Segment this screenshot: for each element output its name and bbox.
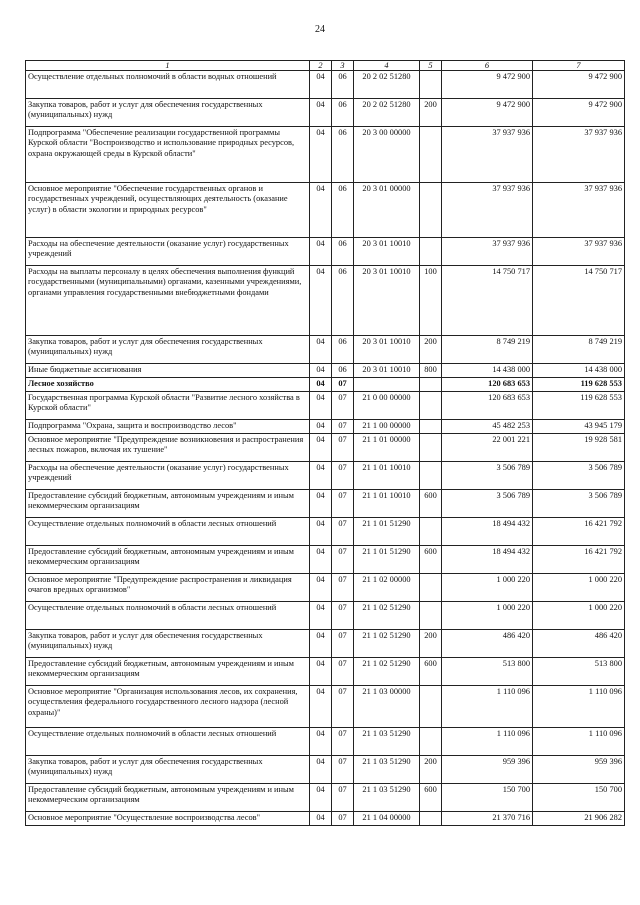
- header-col-7: 7: [533, 61, 625, 71]
- row-name-cell: Предоставление субсидий бюджетным, автономным учреждениям и иным некоммерческим организациям: [26, 784, 310, 812]
- row-pr-cell: 07: [332, 518, 354, 546]
- table-row: [26, 756, 625, 784]
- row-pr-cell: 07: [332, 630, 354, 658]
- row-pr-cell: 07: [332, 392, 354, 420]
- row-amount-1-cell: 9 472 900: [442, 71, 533, 99]
- row-vr-cell: [420, 420, 442, 434]
- row-amount-2-cell: 3 506 789: [533, 462, 625, 490]
- row-csr-cell: 21 1 03 51290: [354, 728, 420, 756]
- row-csr-cell: 21 1 01 00000: [354, 434, 420, 462]
- row-name-cell: Осуществление отдельных полномочий в области лесных отношений: [26, 728, 310, 756]
- row-pr-cell: 07: [332, 686, 354, 728]
- row-amount-2-cell: 9 472 900: [533, 71, 625, 99]
- row-rz-cell: 04: [310, 602, 332, 630]
- row-amount-2-cell: 119 628 553: [533, 378, 625, 392]
- row-pr-cell: 07: [332, 490, 354, 518]
- row-csr-cell: 21 1 01 10010: [354, 490, 420, 518]
- row-csr-cell: 21 1 03 00000: [354, 686, 420, 728]
- row-rz-cell: 04: [310, 99, 332, 127]
- row-amount-1-cell: 14 438 000: [442, 364, 533, 378]
- row-amount-2-cell: 150 700: [533, 784, 625, 812]
- row-name-cell: Закупка товаров, работ и услуг для обеспечения государственных (муниципальных) нужд: [26, 630, 310, 658]
- row-amount-1-cell: 120 683 653: [442, 392, 533, 420]
- table-row: [26, 71, 625, 99]
- row-pr-cell: 07: [332, 462, 354, 490]
- table-row: [26, 518, 625, 546]
- row-amount-2-cell: 1 000 220: [533, 602, 625, 630]
- row-pr-cell: 07: [332, 812, 354, 826]
- row-amount-2-cell: 14 438 000: [533, 364, 625, 378]
- row-pr-cell: 06: [332, 71, 354, 99]
- row-vr-cell: [420, 518, 442, 546]
- row-amount-1-cell: 1 000 220: [442, 574, 533, 602]
- row-rz-cell: 04: [310, 238, 332, 266]
- row-vr-cell: 800: [420, 364, 442, 378]
- table-row: [26, 434, 625, 462]
- row-amount-1-cell: 3 506 789: [442, 462, 533, 490]
- row-amount-2-cell: 14 750 717: [533, 266, 625, 336]
- row-rz-cell: 04: [310, 434, 332, 462]
- row-name-cell: Основное мероприятие "Организация использования лесов, их сохранения, осуществления федерального государственного лесного надзора (лесной охраны)": [26, 686, 310, 728]
- row-pr-cell: 07: [332, 784, 354, 812]
- table-row: [26, 99, 625, 127]
- row-amount-1-cell: 150 700: [442, 784, 533, 812]
- row-rz-cell: 04: [310, 183, 332, 238]
- row-name-cell: Осуществление отдельных полномочий в области водных отношений: [26, 71, 310, 99]
- row-amount-2-cell: 43 945 179: [533, 420, 625, 434]
- row-pr-cell: 07: [332, 378, 354, 392]
- row-vr-cell: [420, 574, 442, 602]
- table-row: [26, 812, 625, 826]
- row-vr-cell: 200: [420, 336, 442, 364]
- row-rz-cell: 04: [310, 518, 332, 546]
- table-row: [26, 602, 625, 630]
- row-amount-1-cell: 18 494 432: [442, 518, 533, 546]
- page-number: 24: [315, 24, 325, 35]
- row-vr-cell: [420, 183, 442, 238]
- row-csr-cell: 21 1 02 51290: [354, 658, 420, 686]
- table-row: [26, 266, 625, 336]
- header-col-6: 6: [442, 61, 533, 71]
- row-amount-1-cell: 120 683 653: [442, 378, 533, 392]
- row-amount-1-cell: 9 472 900: [442, 99, 533, 127]
- row-csr-cell: 21 1 02 00000: [354, 574, 420, 602]
- row-amount-2-cell: 119 628 553: [533, 392, 625, 420]
- table-row: [26, 336, 625, 364]
- row-amount-2-cell: 16 421 792: [533, 546, 625, 574]
- table-row: [26, 183, 625, 238]
- row-amount-1-cell: 959 396: [442, 756, 533, 784]
- row-vr-cell: 600: [420, 490, 442, 518]
- row-rz-cell: 04: [310, 784, 332, 812]
- row-name-cell: Лесное хозяйство: [26, 378, 310, 392]
- row-amount-2-cell: 37 937 936: [533, 238, 625, 266]
- row-name-cell: Расходы на обеспечение деятельности (оказание услуг) государственных учреждений: [26, 462, 310, 490]
- row-pr-cell: 07: [332, 602, 354, 630]
- row-rz-cell: 04: [310, 266, 332, 336]
- row-amount-1-cell: 1 110 096: [442, 686, 533, 728]
- row-csr-cell: 20 2 02 51280: [354, 71, 420, 99]
- row-amount-2-cell: 21 906 282: [533, 812, 625, 826]
- row-pr-cell: 06: [332, 336, 354, 364]
- row-amount-2-cell: 3 506 789: [533, 490, 625, 518]
- row-amount-2-cell: 16 421 792: [533, 518, 625, 546]
- row-rz-cell: 04: [310, 462, 332, 490]
- row-csr-cell: 20 2 02 51280: [354, 99, 420, 127]
- table-row: [26, 392, 625, 420]
- row-csr-cell: 21 1 03 51290: [354, 784, 420, 812]
- row-csr-cell: 20 3 01 10010: [354, 238, 420, 266]
- row-vr-cell: 100: [420, 266, 442, 336]
- row-name-cell: Предоставление субсидий бюджетным, автономным учреждениям и иным некоммерческим организациям: [26, 546, 310, 574]
- table-row: [26, 658, 625, 686]
- row-name-cell: Осуществление отдельных полномочий в области лесных отношений: [26, 518, 310, 546]
- row-rz-cell: 04: [310, 812, 332, 826]
- table-row: [26, 630, 625, 658]
- row-pr-cell: 06: [332, 183, 354, 238]
- row-vr-cell: 600: [420, 546, 442, 574]
- row-rz-cell: 04: [310, 574, 332, 602]
- row-amount-2-cell: 513 800: [533, 658, 625, 686]
- row-vr-cell: [420, 812, 442, 826]
- row-amount-2-cell: 486 420: [533, 630, 625, 658]
- row-csr-cell: 21 1 04 00000: [354, 812, 420, 826]
- table-row: [26, 784, 625, 812]
- row-pr-cell: 06: [332, 127, 354, 183]
- row-rz-cell: 04: [310, 364, 332, 378]
- row-rz-cell: 04: [310, 630, 332, 658]
- row-rz-cell: 04: [310, 392, 332, 420]
- header-col-5: 5: [420, 61, 442, 71]
- row-pr-cell: 07: [332, 574, 354, 602]
- row-vr-cell: 600: [420, 784, 442, 812]
- row-name-cell: Закупка товаров, работ и услуг для обеспечения государственных (муниципальных) нужд: [26, 99, 310, 127]
- row-vr-cell: [420, 602, 442, 630]
- table-row: [26, 462, 625, 490]
- row-amount-1-cell: 45 482 253: [442, 420, 533, 434]
- row-pr-cell: 06: [332, 238, 354, 266]
- row-vr-cell: [420, 434, 442, 462]
- row-rz-cell: 04: [310, 686, 332, 728]
- row-csr-cell: 20 3 01 00000: [354, 183, 420, 238]
- row-rz-cell: 04: [310, 336, 332, 364]
- row-rz-cell: 04: [310, 420, 332, 434]
- row-pr-cell: 07: [332, 420, 354, 434]
- row-amount-1-cell: 486 420: [442, 630, 533, 658]
- row-csr-cell: 20 3 01 10010: [354, 266, 420, 336]
- row-rz-cell: 04: [310, 71, 332, 99]
- row-amount-1-cell: 37 937 936: [442, 127, 533, 183]
- row-amount-2-cell: 8 749 219: [533, 336, 625, 364]
- row-amount-2-cell: 1 110 096: [533, 686, 625, 728]
- row-amount-2-cell: 19 928 581: [533, 434, 625, 462]
- table-row: [26, 127, 625, 183]
- row-amount-1-cell: 37 937 936: [442, 238, 533, 266]
- row-csr-cell: 21 1 00 00000: [354, 420, 420, 434]
- row-amount-1-cell: 3 506 789: [442, 490, 533, 518]
- row-rz-cell: 04: [310, 127, 332, 183]
- row-name-cell: Осуществление отдельных полномочий в области лесных отношений: [26, 602, 310, 630]
- row-amount-2-cell: 9 472 900: [533, 99, 625, 127]
- row-amount-1-cell: 22 001 221: [442, 434, 533, 462]
- row-rz-cell: 04: [310, 378, 332, 392]
- row-vr-cell: [420, 728, 442, 756]
- table-row: [26, 574, 625, 602]
- row-name-cell: Подпрограмма "Обеспечение реализации государственной программы Курской области "Воспроизводство и использование природных ресурсов, охрана окружающей среды в Курской области": [26, 127, 310, 183]
- row-name-cell: Основное мероприятие "Предупреждение распространения и ликвидация очагов вредных организмов": [26, 574, 310, 602]
- row-csr-cell: 20 3 01 10010: [354, 364, 420, 378]
- row-name-cell: Государственная программа Курской области "Развитие лесного хозяйства в Курской области": [26, 392, 310, 420]
- row-rz-cell: 04: [310, 658, 332, 686]
- row-csr-cell: [354, 378, 420, 392]
- row-amount-1-cell: 14 750 717: [442, 266, 533, 336]
- row-vr-cell: [420, 392, 442, 420]
- row-amount-1-cell: 513 800: [442, 658, 533, 686]
- row-pr-cell: 06: [332, 99, 354, 127]
- row-csr-cell: 21 1 01 51290: [354, 546, 420, 574]
- row-rz-cell: 04: [310, 728, 332, 756]
- row-vr-cell: [420, 686, 442, 728]
- table-row: [26, 490, 625, 518]
- row-name-cell: Подпрограмма "Охрана, защита и воспроизводство лесов": [26, 420, 310, 434]
- row-pr-cell: 07: [332, 658, 354, 686]
- row-csr-cell: 21 0 00 00000: [354, 392, 420, 420]
- row-name-cell: Основное мероприятие "Предупреждение возникновения и распространения лесных пожаров, включая их тушение": [26, 434, 310, 462]
- table-row: [26, 546, 625, 574]
- header-col-2: 2: [310, 61, 332, 71]
- row-vr-cell: [420, 127, 442, 183]
- row-amount-1-cell: 1 110 096: [442, 728, 533, 756]
- row-pr-cell: 06: [332, 364, 354, 378]
- row-vr-cell: 200: [420, 756, 442, 784]
- row-name-cell: Закупка товаров, работ и услуг для обеспечения государственных (муниципальных) нужд: [26, 756, 310, 784]
- row-csr-cell: 21 1 02 51290: [354, 602, 420, 630]
- header-col-3: 3: [332, 61, 354, 71]
- row-amount-1-cell: 18 494 432: [442, 546, 533, 574]
- row-amount-1-cell: 21 370 716: [442, 812, 533, 826]
- header-col-4: 4: [354, 61, 420, 71]
- row-amount-1-cell: 1 000 220: [442, 602, 533, 630]
- row-vr-cell: 200: [420, 99, 442, 127]
- table-row: [26, 238, 625, 266]
- row-name-cell: Предоставление субсидий бюджетным, автономным учреждениям и иным некоммерческим организациям: [26, 658, 310, 686]
- row-csr-cell: 21 1 01 51290: [354, 518, 420, 546]
- table-row: [26, 728, 625, 756]
- row-csr-cell: 20 3 00 00000: [354, 127, 420, 183]
- row-name-cell: Основное мероприятие "Обеспечение государственных органов и государственных учреждений, осуществляющих деятельность (оказание услуг) в области экологии и природных ресурсов": [26, 183, 310, 238]
- row-name-cell: Основное мероприятие "Осуществление воспроизводства лесов": [26, 812, 310, 826]
- header-col-1: 1: [26, 61, 310, 71]
- table-row: [26, 378, 625, 392]
- row-csr-cell: 21 1 01 10010: [354, 462, 420, 490]
- row-rz-cell: 04: [310, 756, 332, 784]
- row-pr-cell: 07: [332, 434, 354, 462]
- row-name-cell: Закупка товаров, работ и услуг для обеспечения государственных (муниципальных) нужд: [26, 336, 310, 364]
- row-csr-cell: 21 1 03 51290: [354, 756, 420, 784]
- row-amount-1-cell: 8 749 219: [442, 336, 533, 364]
- budget-table: [25, 60, 625, 826]
- row-vr-cell: [420, 238, 442, 266]
- table-row: [26, 420, 625, 434]
- row-rz-cell: 04: [310, 490, 332, 518]
- row-pr-cell: 06: [332, 266, 354, 336]
- row-amount-2-cell: 1 110 096: [533, 728, 625, 756]
- row-csr-cell: 21 1 02 51290: [354, 630, 420, 658]
- row-amount-2-cell: 37 937 936: [533, 127, 625, 183]
- table-row: [26, 364, 625, 378]
- row-name-cell: Предоставление субсидий бюджетным, автономным учреждениям и иным некоммерческим организациям: [26, 490, 310, 518]
- row-name-cell: Иные бюджетные ассигнования: [26, 364, 310, 378]
- row-amount-2-cell: 959 396: [533, 756, 625, 784]
- row-amount-2-cell: 37 937 936: [533, 183, 625, 238]
- table-header-row: [26, 61, 625, 71]
- row-amount-1-cell: 37 937 936: [442, 183, 533, 238]
- row-vr-cell: [420, 462, 442, 490]
- row-name-cell: Расходы на обеспечение деятельности (оказание услуг) государственных учреждений: [26, 238, 310, 266]
- row-vr-cell: 200: [420, 630, 442, 658]
- row-csr-cell: 20 3 01 10010: [354, 336, 420, 364]
- row-amount-2-cell: 1 000 220: [533, 574, 625, 602]
- table-row: [26, 686, 625, 728]
- row-vr-cell: [420, 71, 442, 99]
- row-vr-cell: [420, 378, 442, 392]
- row-rz-cell: 04: [310, 546, 332, 574]
- row-pr-cell: 07: [332, 546, 354, 574]
- row-name-cell: Расходы на выплаты персоналу в целях обеспечения выполнения функций государственными (муниципальными) органами, казенными учреждениями, органами управления государственными внебюджетными фондами: [26, 266, 310, 336]
- row-pr-cell: 07: [332, 756, 354, 784]
- row-pr-cell: 07: [332, 728, 354, 756]
- row-vr-cell: 600: [420, 658, 442, 686]
